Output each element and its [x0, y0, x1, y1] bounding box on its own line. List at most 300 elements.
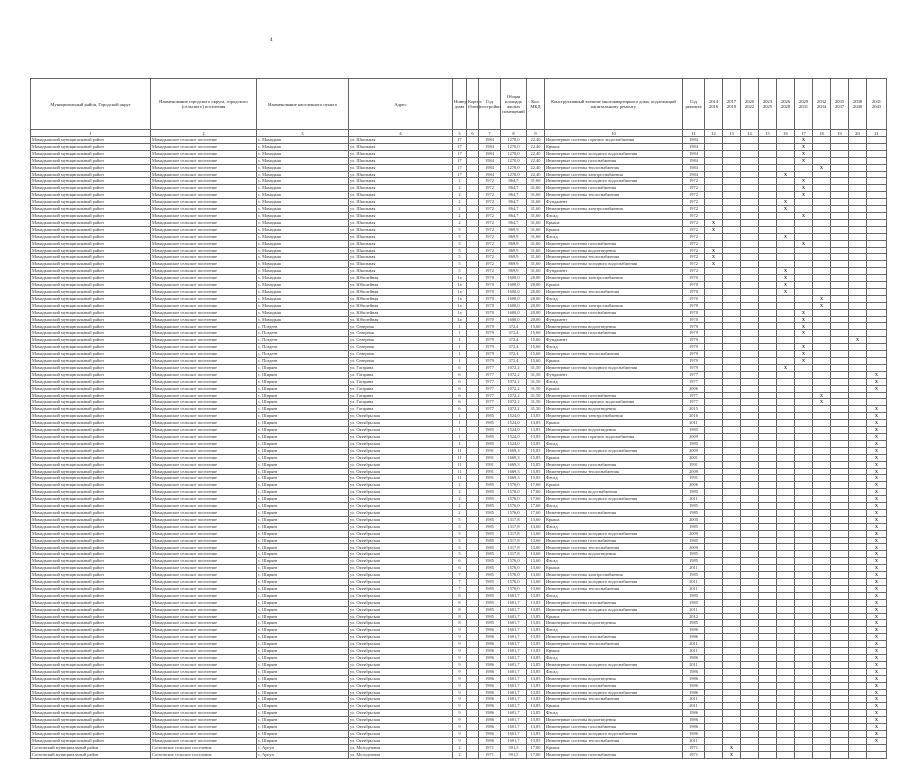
table-cell: Инженерные системы газоснабжения [545, 185, 683, 192]
period-cell [849, 454, 867, 461]
table-row [31, 572, 887, 579]
period-cell [777, 592, 795, 599]
table-cell [467, 413, 479, 420]
table-row [31, 330, 887, 337]
table-cell: Крыша [545, 482, 683, 489]
table-cell: Мамадышское сельское поселение [151, 730, 257, 737]
table-cell [467, 724, 479, 731]
table-cell: Мамадышское сельское поселение [151, 323, 257, 330]
table-cell: 1985 [683, 551, 705, 558]
table-cell: 1а [453, 302, 467, 309]
table-cell: Мамадышское сельское поселение [151, 613, 257, 620]
table-cell: 8 [453, 606, 467, 613]
table-cell: 1985 [683, 427, 705, 434]
period-cell [705, 282, 723, 289]
period-cell [831, 358, 849, 365]
period-cell [795, 247, 813, 254]
period-cell: X [867, 613, 887, 620]
period-cell [741, 219, 759, 226]
period-cell [813, 309, 831, 316]
table-cell: 20,00 [527, 309, 545, 316]
column-number: 1 [31, 130, 151, 137]
table-cell: Мамадышское сельское поселение [151, 599, 257, 606]
table-cell: Мамадышское сельское поселение [151, 682, 257, 689]
table-row [31, 592, 887, 599]
table-cell [467, 316, 479, 323]
table-cell: Мамадышский муниципальный район [31, 261, 151, 268]
table-cell: 2 [453, 503, 467, 510]
table-cell: Мамадышский муниципальный район [31, 240, 151, 247]
table-cell: 13,85 [527, 654, 545, 661]
table-cell: Мамадышское сельское поселение [151, 558, 257, 565]
table-cell: 13,60 [527, 558, 545, 565]
table-cell: Мамадышский муниципальный район [31, 427, 151, 434]
period-cell [795, 503, 813, 510]
period-cell [849, 461, 867, 468]
table-cell: с. Мамадыш [257, 226, 349, 233]
period-cell [849, 537, 867, 544]
table-row [31, 433, 887, 440]
period-cell [741, 185, 759, 192]
table-cell: с. Мамадыш [257, 233, 349, 240]
table-cell: Мамадышский муниципальный район [31, 696, 151, 703]
column-header: 2014 2016 [705, 79, 723, 130]
table-cell: 11 [453, 447, 467, 454]
period-cell [705, 378, 723, 385]
period-cell [705, 295, 723, 302]
period-cell: X [867, 454, 887, 461]
table-cell: 1576,0 [501, 509, 527, 516]
table-cell: 9 [453, 730, 467, 737]
table-row [31, 558, 887, 565]
table-cell: 31,60 [527, 226, 545, 233]
period-cell [723, 489, 741, 496]
table-cell: 9 [453, 689, 467, 696]
period-cell [813, 406, 831, 413]
table-cell: ул. Октябрьская [349, 523, 453, 530]
table-cell: с. Ширяев [257, 613, 349, 620]
period-cell [813, 199, 831, 206]
table-cell: 1970 [683, 309, 705, 316]
period-cell [849, 724, 867, 731]
table-cell: Инженерные системы электроснабжения [545, 572, 683, 579]
period-cell [705, 530, 723, 537]
table-cell: Мамадышский муниципальный район [31, 592, 151, 599]
table-cell: ул. Гагарина [349, 371, 453, 378]
period-cell [813, 358, 831, 365]
table-cell: 15,60 [527, 351, 545, 358]
table-cell: 1972 [479, 247, 501, 254]
table-cell [467, 710, 479, 717]
period-cell [795, 164, 813, 171]
table-cell: с. Ширяев [257, 530, 349, 537]
table-cell: ул. Октябрьская [349, 634, 453, 641]
period-cell [849, 509, 867, 516]
table-cell: с. Мамадыш [257, 268, 349, 275]
period-cell [723, 668, 741, 675]
table-cell: Мамадышский муниципальный район [31, 247, 151, 254]
period-cell [795, 420, 813, 427]
period-cell: X [795, 212, 813, 219]
table-cell: 7 [453, 579, 467, 586]
table-cell: 31,60 [527, 185, 545, 192]
period-cell: X [867, 516, 887, 523]
period-cell [849, 668, 867, 675]
period-cell: X [867, 606, 887, 613]
period-cell [705, 730, 723, 737]
table-cell: 1072,2 [501, 385, 527, 392]
table-cell: с. Ширяев [257, 420, 349, 427]
table-cell [467, 737, 479, 744]
period-cell [705, 661, 723, 668]
table-cell [467, 351, 479, 358]
table-cell: с. Ширяев [257, 371, 349, 378]
table-cell: 13,85 [527, 717, 545, 724]
period-cell [705, 406, 723, 413]
period-cell [723, 440, 741, 447]
period-cell [705, 606, 723, 613]
table-cell: 1972 [479, 261, 501, 268]
period-cell: X [723, 751, 741, 758]
table-cell: 1979 [479, 344, 501, 351]
period-cell [759, 261, 777, 268]
table-cell: Мамадышский муниципальный район [31, 641, 151, 648]
table-row [31, 164, 887, 171]
period-cell [849, 558, 867, 565]
period-cell [705, 689, 723, 696]
period-cell [759, 406, 777, 413]
table-cell [467, 530, 479, 537]
table-cell: 5 [453, 537, 467, 544]
table-cell: 1576,0 [501, 489, 527, 496]
table-cell [467, 516, 479, 523]
table-cell: Инженерные системы теплоснабжения [545, 192, 683, 199]
period-cell [831, 268, 849, 275]
period-cell [723, 710, 741, 717]
period-cell [849, 710, 867, 717]
period-cell [705, 696, 723, 703]
period-cell [741, 447, 759, 454]
table-cell: с. Поздеев [257, 344, 349, 351]
period-cell [723, 696, 741, 703]
table-cell: 5 [453, 523, 467, 530]
table-cell: 1 [453, 344, 467, 351]
period-cell [705, 337, 723, 344]
period-cell [741, 392, 759, 399]
table-cell: 31,60 [527, 192, 545, 199]
table-cell: 1 [453, 420, 467, 427]
period-cell [795, 371, 813, 378]
table-cell [467, 226, 479, 233]
table-cell: 1972 [479, 219, 501, 226]
table-cell: 22,40 [527, 150, 545, 157]
table-cell: ул. Гагарина [349, 399, 453, 406]
table-cell: Мамадышское сельское поселение [151, 157, 257, 164]
period-cell [795, 689, 813, 696]
table-cell: Инженерные системы холодного водоснабжения [545, 261, 683, 268]
period-cell [849, 254, 867, 261]
column-number: 2 [151, 130, 257, 137]
period-cell [723, 385, 741, 392]
period-cell: X [867, 634, 887, 641]
table-cell: Мамадышский муниципальный район [31, 551, 151, 558]
table-cell [467, 585, 479, 592]
period-cell [777, 675, 795, 682]
capital-repair-table [30, 78, 887, 759]
period-cell [759, 572, 777, 579]
period-cell [795, 427, 813, 434]
table-cell: 31,50 [527, 399, 545, 406]
period-cell [777, 613, 795, 620]
table-cell: 1072,2 [501, 399, 527, 406]
period-cell [759, 219, 777, 226]
period-cell [831, 682, 849, 689]
table-cell: 2011 [683, 420, 705, 427]
period-cell [741, 689, 759, 696]
period-cell [795, 606, 813, 613]
table-cell: Фундамент [545, 337, 683, 344]
table-cell: 1979 [683, 323, 705, 330]
table-cell: 1601,7 [501, 606, 527, 613]
period-cell [849, 503, 867, 510]
table-cell [467, 461, 479, 468]
period-cell [777, 585, 795, 592]
period-cell [777, 551, 795, 558]
table-cell: Мамадышское сельское поселение [151, 371, 257, 378]
table-cell: Мамадышское сельское поселение [151, 392, 257, 399]
period-cell [759, 413, 777, 420]
period-cell: X [867, 468, 887, 475]
table-cell: 1979 [479, 337, 501, 344]
period-cell [813, 599, 831, 606]
period-cell [795, 302, 813, 309]
period-cell [831, 288, 849, 295]
table-cell: с. Ширяев [257, 523, 349, 530]
period-cell [723, 675, 741, 682]
period-cell [795, 717, 813, 724]
table-cell: 31,60 [527, 178, 545, 185]
table-cell: 2 [453, 751, 467, 758]
period-cell: X [795, 323, 813, 330]
table-row [31, 212, 887, 219]
period-cell [867, 185, 887, 192]
table-cell: 1984 [479, 143, 501, 150]
table-cell: 1600,0 [501, 295, 527, 302]
table-cell: Инженерные системы холодного водоснабжения [545, 447, 683, 454]
table-cell: 1072,2 [501, 371, 527, 378]
period-cell [723, 572, 741, 579]
table-cell [467, 482, 479, 489]
table-row [31, 696, 887, 703]
table-cell: Мамадышский муниципальный район [31, 178, 151, 185]
table-cell [467, 247, 479, 254]
table-cell: Мамадышское сельское поселение [151, 413, 257, 420]
table-cell: Инженерные системы водоотведения [545, 406, 683, 413]
table-cell: 1971 [479, 751, 501, 758]
table-cell: 1979 [683, 351, 705, 358]
period-cell [813, 689, 831, 696]
table-cell: Мамадышский муниципальный район [31, 620, 151, 627]
table-cell: Инженерные системы газоснабжения [545, 240, 683, 247]
table-cell: ул. Гагарина [349, 378, 453, 385]
table-cell: 9 [453, 648, 467, 655]
table-cell [467, 634, 479, 641]
table-cell: Инженерные системы горячего водоснабжения [545, 137, 683, 144]
period-cell [777, 682, 795, 689]
period-cell [849, 240, 867, 247]
period-cell [705, 682, 723, 689]
table-cell: ул. Школьная [349, 219, 453, 226]
period-cell [741, 599, 759, 606]
table-cell: 1979 [683, 364, 705, 371]
period-cell [813, 641, 831, 648]
period-cell [759, 427, 777, 434]
period-cell [741, 661, 759, 668]
table-cell [467, 137, 479, 144]
table-cell: 1600,0 [501, 302, 527, 309]
table-cell: с. Ширяев [257, 475, 349, 482]
period-cell [849, 661, 867, 668]
table-cell: Инженерные системы газоснабжения [545, 634, 683, 641]
table-row [31, 613, 887, 620]
period-cell [831, 433, 849, 440]
period-cell: X [777, 282, 795, 289]
table-cell: 1985 [479, 537, 501, 544]
period-cell [795, 433, 813, 440]
table-cell: с. Ширяев [257, 696, 349, 703]
column-number: 10 [545, 130, 683, 137]
period-cell [723, 364, 741, 371]
period-cell [813, 482, 831, 489]
table-row [31, 717, 887, 724]
period-cell [849, 654, 867, 661]
page-number: 4 [270, 38, 273, 43]
period-cell [777, 378, 795, 385]
table-cell: 2 [453, 509, 467, 516]
table-cell: 1986 [683, 668, 705, 675]
table-row [31, 724, 887, 731]
column-number: 15 [759, 130, 777, 137]
period-cell [759, 330, 777, 337]
table-cell: 2006 [683, 385, 705, 392]
table-cell: ул. Октябрьская [349, 627, 453, 634]
table-cell: Мамадышское сельское поселение [151, 171, 257, 178]
table-cell [467, 682, 479, 689]
period-cell [759, 302, 777, 309]
table-cell: 9 [453, 634, 467, 641]
table-cell: с. Ширяев [257, 503, 349, 510]
table-cell: 1970 [479, 309, 501, 316]
period-cell [705, 648, 723, 655]
period-cell [705, 710, 723, 717]
period-cell [795, 675, 813, 682]
table-cell: Мамадышский муниципальный район [31, 475, 151, 482]
period-cell: X [867, 572, 887, 579]
period-cell [723, 371, 741, 378]
period-cell [849, 282, 867, 289]
table-cell: Мамадышское сельское поселение [151, 627, 257, 634]
period-cell [849, 613, 867, 620]
period-cell: X [795, 137, 813, 144]
period-cell [849, 185, 867, 192]
table-cell: 1984 [479, 137, 501, 144]
table-row [31, 654, 887, 661]
period-cell [795, 730, 813, 737]
table-cell: Мамадышское сельское поселение [151, 454, 257, 461]
table-cell: 1985 [479, 544, 501, 551]
table-cell [467, 703, 479, 710]
table-cell: 1601,7 [501, 696, 527, 703]
table-cell: с. Мамадыш [257, 254, 349, 261]
table-cell: ул. Октябрьская [349, 599, 453, 606]
table-row [31, 323, 887, 330]
period-cell [777, 461, 795, 468]
table-cell: Инженерные системы газоснабжения [545, 461, 683, 468]
period-cell [849, 751, 867, 758]
period-cell: X [867, 668, 887, 675]
table-cell [467, 468, 479, 475]
table-cell: 31,60 [527, 206, 545, 213]
table-cell: с. Ширяев [257, 717, 349, 724]
period-cell [759, 240, 777, 247]
period-cell [741, 254, 759, 261]
table-cell: 2016 [683, 413, 705, 420]
table-cell: Мамадышский муниципальный район [31, 344, 151, 351]
period-cell [759, 620, 777, 627]
table-cell: с. Мамадыш [257, 219, 349, 226]
period-cell: X [867, 503, 887, 510]
table-row [31, 364, 887, 371]
period-cell: X [867, 730, 887, 737]
period-cell [705, 551, 723, 558]
period-cell [705, 288, 723, 295]
period-cell [813, 613, 831, 620]
table-cell: 1985 [479, 579, 501, 586]
period-cell [849, 489, 867, 496]
period-cell [831, 572, 849, 579]
table-cell: Мамадышский муниципальный район [31, 606, 151, 613]
period-cell [705, 634, 723, 641]
table-cell: 1 [453, 433, 467, 440]
period-cell [831, 247, 849, 254]
period-cell [777, 192, 795, 199]
table-cell: 2 [453, 744, 467, 751]
period-cell [795, 254, 813, 261]
period-cell [795, 724, 813, 731]
table-cell: Мамадышское сельское поселение [151, 661, 257, 668]
table-cell: Мамадышский муниципальный район [31, 454, 151, 461]
table-cell: ул. Октябрьская [349, 668, 453, 675]
period-cell [759, 164, 777, 171]
period-cell [723, 654, 741, 661]
table-cell: Мамадышское сельское поселение [151, 240, 257, 247]
table-cell: 1985 [479, 440, 501, 447]
table-cell: ул. Гагарина [349, 385, 453, 392]
period-cell [849, 261, 867, 268]
period-cell [867, 164, 887, 171]
table-cell: Мамадышское сельское поселение [151, 530, 257, 537]
table-row [31, 737, 887, 744]
table-row [31, 579, 887, 586]
table-cell: Фасад [545, 344, 683, 351]
table-cell: 1972 [683, 226, 705, 233]
period-cell [813, 454, 831, 461]
period-cell [741, 744, 759, 751]
table-cell: ул. Октябрьская [349, 592, 453, 599]
table-cell: 11 [453, 475, 467, 482]
table-cell: с. Ширяев [257, 558, 349, 565]
period-cell [723, 537, 741, 544]
